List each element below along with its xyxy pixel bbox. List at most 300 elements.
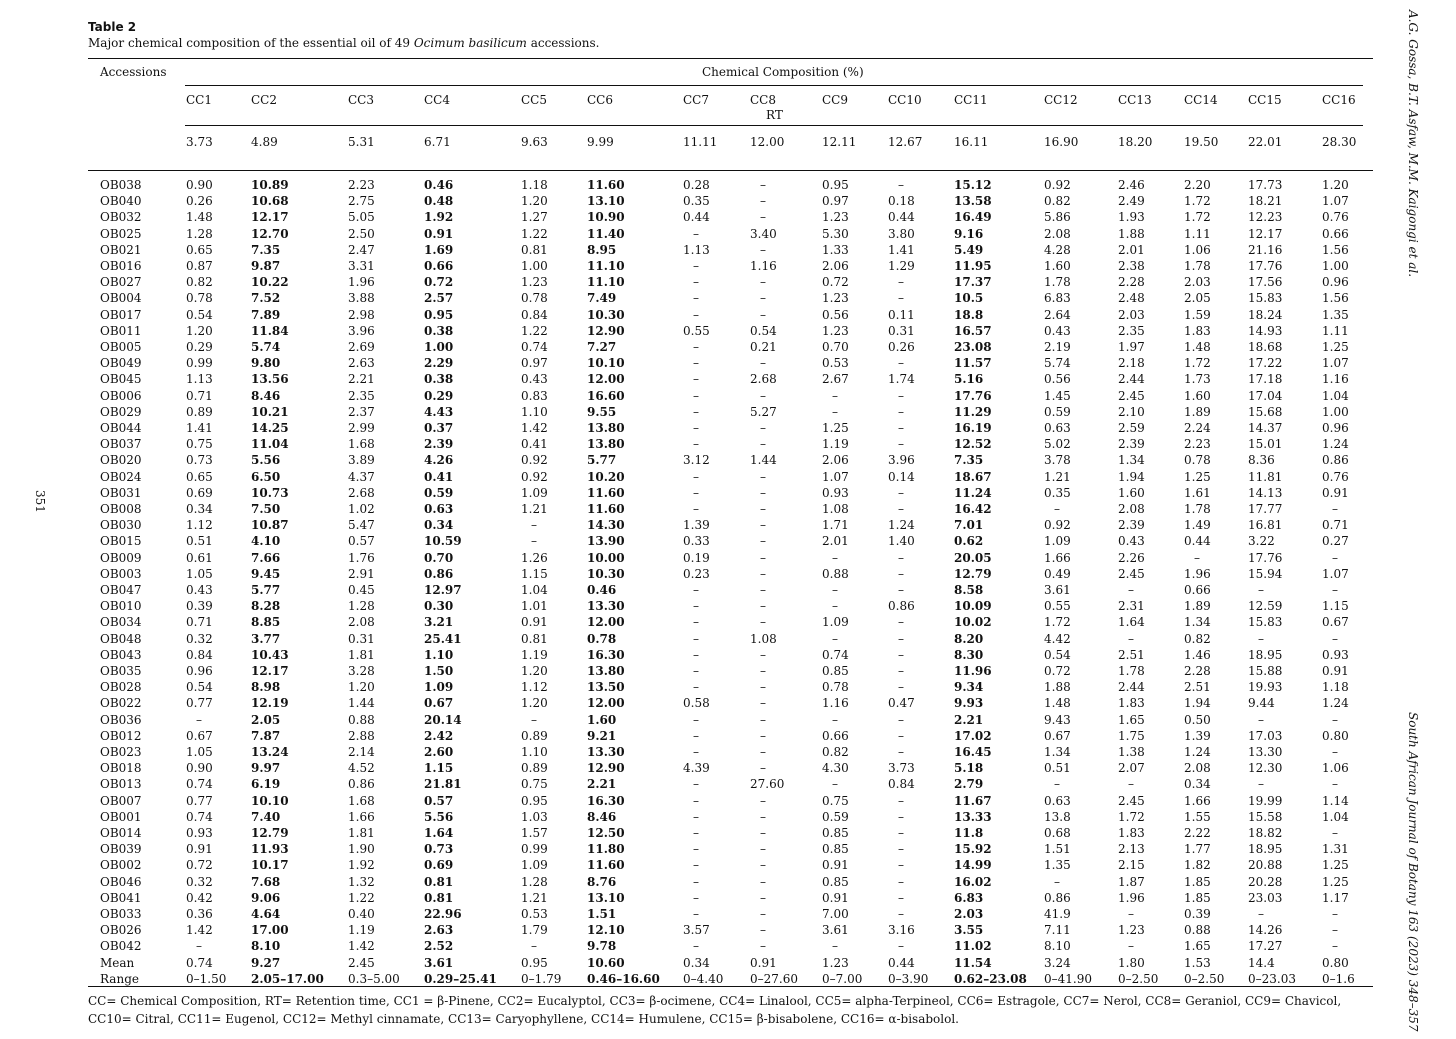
table-cell: 2.18: [1118, 356, 1145, 371]
table-cell: –: [693, 615, 699, 630]
table-cell: 14.13: [1248, 485, 1283, 500]
column-header-cc2: CC2: [251, 93, 277, 107]
table-cell: 2.45: [348, 955, 375, 970]
table-cell: 9.43: [1044, 712, 1071, 727]
table-cell: 23.08: [954, 340, 992, 354]
table-cell: 2.47: [348, 242, 375, 257]
table-cell: 0.91: [822, 858, 849, 873]
table-cell: 8.76: [587, 874, 617, 889]
table-cell: 0.93: [186, 826, 213, 840]
table-cell: 5.27: [750, 404, 777, 419]
table-cell: –: [1128, 939, 1134, 954]
table-cell: 2.49: [1118, 194, 1145, 209]
table-cell: 2.08: [348, 615, 375, 630]
table-cell: 1.25: [1322, 874, 1349, 889]
table-cell: 1.89: [1184, 599, 1211, 614]
table-cell: 0.85: [822, 874, 849, 889]
accessions-header: Accessions: [100, 65, 167, 79]
table-cell: 1.24: [1184, 745, 1211, 759]
table-cell: 3.28: [348, 664, 375, 678]
retention-time-2: 4.89: [251, 135, 278, 149]
table-cell: 1.83: [1118, 826, 1145, 840]
table-cell: 11.57: [954, 356, 992, 371]
table-cell: 14.25: [251, 421, 289, 435]
table-cell: 9.45: [251, 566, 281, 581]
table-cell: 1.12: [186, 518, 213, 533]
table-cell: 0.63: [1044, 421, 1071, 435]
row-label: OB046: [100, 874, 142, 889]
table-cell: 1.20: [521, 696, 548, 711]
table-cell: –: [693, 680, 699, 695]
table-cell: 1.00: [424, 340, 454, 354]
table-cell: 1.34: [1184, 615, 1211, 630]
table-cell: 3.57: [683, 923, 710, 938]
table-cell: 16.60: [587, 388, 625, 403]
table-cell: 0.29–25.41: [424, 971, 497, 986]
table-cell: 1.72: [1184, 194, 1211, 209]
table-cell: 0.62–23.08: [954, 971, 1027, 986]
table-cell: 1.07: [1322, 566, 1349, 581]
group-subrule: [185, 85, 1363, 86]
table-cell: 10.59: [424, 534, 462, 549]
row-label: OB017: [100, 307, 142, 322]
table-cell: –: [693, 858, 699, 873]
table-cell: 2.28: [1118, 275, 1145, 290]
table-footnote: CC= Chemical Composition, RT= Retention time, CC1 = β-Pinene, CC2= Eucalyptol, CC3= β-ocimene, CC4= Linalool, CC5= alpha-Terpineol, CC6= Estragole, CC7= Nerol, CC8= Geraniol, CC9= Chavicol, CC10= Citral, CC11= Eugenol, CC12= Methyl cinnamate, CC13= Caryophyllene, CC14= Humulene, CC15= β-bisabolene, CC16= α-bisabolol.: [88, 994, 1342, 1026]
table-cell: 20.14: [424, 712, 462, 727]
table-cell: 0.85: [822, 664, 849, 678]
table-cell: 0.59: [822, 809, 849, 824]
table-cell: 1.25: [1322, 340, 1349, 354]
table-cell: 1.25: [1184, 469, 1211, 484]
table-cell: 12.70: [251, 226, 289, 241]
table-cell: 1.73: [1184, 372, 1211, 387]
table-cell: 0.75: [822, 793, 849, 808]
table-cell: 8.85: [251, 615, 281, 630]
table-cell: –: [693, 388, 699, 403]
table-cell: 11.02: [954, 939, 992, 954]
table-label: Table 2: [88, 20, 137, 34]
table-cell: 3.61: [822, 923, 849, 938]
table-cell: 0.88: [822, 566, 849, 581]
table-cell: 0.75: [521, 777, 548, 792]
table-cell: 0.63: [1044, 793, 1071, 808]
table-cell: 2.21: [954, 712, 984, 727]
table-cell: 2.15: [1118, 858, 1145, 873]
table-cell: –: [693, 485, 699, 500]
table-cell: 11.29: [954, 404, 992, 419]
table-cell: 20.28: [1248, 874, 1283, 889]
table-cell: 1.18: [521, 178, 548, 192]
table-cell: 0.54: [1044, 647, 1071, 662]
table-cell: 1.29: [888, 259, 915, 273]
table-cell: 12.59: [1248, 599, 1283, 614]
table-cell: 5.77: [251, 583, 281, 597]
table-cell: 2.45: [1118, 793, 1145, 808]
table-cell: 9.55: [587, 404, 617, 419]
table-cell: 1.31: [1322, 842, 1349, 857]
table-cell: 11.60: [587, 502, 625, 516]
table-cell: 16.30: [587, 793, 625, 808]
table-cell: 10.21: [251, 404, 289, 419]
running-head-authors: A.G. Gossa, B.T. Asfaw, M.M. Kaigongi et al.: [1406, 10, 1420, 278]
table-cell: –: [760, 291, 766, 306]
table-cell: –: [760, 550, 766, 565]
table-cell: 4.30: [822, 761, 849, 776]
table-cell: 7.49: [587, 291, 617, 306]
table-cell: –: [531, 534, 537, 549]
table-cell: 0.43: [521, 372, 548, 387]
table-cell: –: [760, 485, 766, 500]
table-cell: –: [898, 809, 904, 824]
table-cell: 17.03: [1248, 728, 1283, 743]
table-cell: –: [693, 356, 699, 371]
table-cell: –: [832, 712, 838, 727]
table-cell: 11.40: [587, 226, 625, 241]
table-cell: 10.43: [251, 647, 289, 662]
table-cell: 5.16: [954, 372, 984, 387]
column-header-cc6: CC6: [587, 93, 613, 107]
table-cell: 1.81: [348, 826, 375, 840]
table-cell: 3.61: [424, 955, 454, 970]
table-cell: 0.46–16.60: [587, 971, 660, 986]
table-cell: 2.45: [1118, 388, 1145, 403]
table-cell: 1.22: [348, 890, 375, 905]
table-cell: 0.74: [521, 340, 548, 354]
table-cell: 1.17: [1322, 890, 1349, 905]
table-cell: 1.42: [348, 939, 375, 954]
table-cell: –: [760, 356, 766, 371]
table-cell: 10.30: [587, 307, 625, 322]
table-cell: 0.77: [186, 793, 213, 808]
table-cell: 7.35: [954, 453, 984, 468]
table-cell: 14.37: [1248, 421, 1283, 435]
table-cell: –: [693, 826, 699, 840]
row-label: OB028: [100, 680, 142, 695]
table-cell: 16.42: [954, 502, 992, 516]
table-cell: 0.71: [1322, 518, 1349, 533]
table-cell: 0.91: [1322, 485, 1349, 500]
table-cell: 11.04: [251, 437, 289, 452]
row-label: OB035: [100, 664, 142, 678]
table-cell: 0.49: [1044, 566, 1071, 581]
table-cell: 1.56: [1322, 242, 1349, 257]
table-cell: 12.17: [251, 210, 289, 225]
table-cell: –: [1258, 907, 1264, 921]
table-cell: 12.17: [1248, 226, 1283, 241]
table-cell: –: [898, 437, 904, 452]
row-label: OB005: [100, 340, 142, 354]
table-cell: 23.03: [1248, 890, 1283, 905]
table-cell: 1.20: [1322, 178, 1349, 192]
table-cell: 1.09: [822, 615, 849, 630]
row-label: OB048: [100, 631, 142, 646]
table-cell: 1.23: [822, 291, 849, 306]
row-label: OB021: [100, 242, 142, 257]
table-cell: 1.51: [1044, 842, 1071, 857]
table-cell: 0.76: [1322, 210, 1349, 225]
table-cell: 0.61: [186, 550, 213, 565]
table-cell: 1.00: [521, 259, 548, 273]
retention-time-6: 9.99: [587, 135, 614, 149]
table-cell: 10.5: [954, 291, 984, 306]
table-cell: –: [1332, 712, 1338, 727]
table-cell: 0.44: [888, 955, 915, 970]
table-cell: 1.49: [1184, 518, 1211, 533]
table-cell: 12.90: [587, 323, 625, 338]
table-cell: 5.05: [348, 210, 375, 225]
table-cell: 13.80: [587, 664, 625, 678]
table-cell: 10.02: [954, 615, 992, 630]
table-cell: 15.58: [1248, 809, 1283, 824]
table-cell: 2.24: [1184, 421, 1211, 435]
row-label: OB034: [100, 615, 142, 630]
table-cell: 0.21: [750, 340, 777, 354]
table-cell: 13.10: [587, 890, 625, 905]
table-cell: 1.97: [1118, 340, 1145, 354]
table-cell: 7.89: [251, 307, 281, 322]
table-cell: 18.8: [954, 307, 984, 322]
table-cell: 3.16: [888, 923, 915, 938]
table-cell: 2.20: [1184, 178, 1211, 192]
table-cell: 1.34: [1118, 453, 1145, 468]
table-cell: 16.57: [954, 323, 992, 338]
table-cell: 2.13: [1118, 842, 1145, 857]
table-cell: 2.44: [1118, 372, 1145, 387]
column-header-cc5: CC5: [521, 93, 547, 107]
table-cell: 2.42: [424, 728, 454, 743]
table-cell: 17.73: [1248, 178, 1283, 192]
table-cell: 1.60: [1118, 485, 1145, 500]
table-cell: –: [1258, 777, 1264, 792]
table-cell: 12.00: [587, 615, 625, 630]
table-cell: 1.72: [1044, 615, 1071, 630]
column-header-cc11: CC11: [954, 93, 988, 107]
table-cell: –: [760, 210, 766, 225]
table-cell: 8.95: [587, 242, 617, 257]
table-cell: 17.04: [1248, 388, 1283, 403]
table-cell: 6.19: [251, 777, 281, 792]
column-header-cc16: CC16: [1322, 93, 1356, 107]
table-cell: 9.06: [251, 890, 281, 905]
table-cell: 17.27: [1248, 939, 1283, 954]
table-cell: 15.88: [1248, 664, 1283, 678]
table-cell: 8.10: [251, 939, 281, 954]
row-label: OB033: [100, 907, 142, 921]
table-cell: 1.24: [1322, 437, 1349, 452]
table-cell: –: [1128, 907, 1134, 921]
table-cell: 2.39: [424, 437, 454, 452]
table-cell: –: [1258, 583, 1264, 597]
table-cell: 1.09: [1044, 534, 1071, 549]
table-cell: 2.79: [954, 777, 984, 792]
table-cell: 1.78: [1044, 275, 1071, 290]
table-cell: 1.23: [1118, 923, 1145, 938]
retention-time-9: 12.11: [822, 135, 857, 149]
table-cell: –: [898, 728, 904, 743]
table-cell: 0.39: [1184, 907, 1211, 921]
table-cell: 2.59: [1118, 421, 1145, 435]
table-cell: 1.16: [822, 696, 849, 711]
table-cell: 1.94: [1118, 469, 1145, 484]
table-cell: 12.97: [424, 583, 462, 597]
table-cell: 0.82: [1184, 631, 1211, 646]
table-cell: 1.79: [521, 923, 548, 938]
table-cell: 15.12: [954, 178, 992, 192]
table-cell: 13.56: [251, 372, 289, 387]
table-cell: 3.24: [1044, 955, 1071, 970]
table-cell: 0.37: [424, 421, 454, 435]
table-cell: 0.31: [888, 323, 915, 338]
table-cell: 13.90: [587, 534, 625, 549]
table-cell: 0.57: [424, 793, 454, 808]
running-head-journal: South African Journal of Botany 163 (2023) 348–357: [1406, 712, 1420, 1032]
table-cell: 2.07: [1118, 761, 1145, 776]
table-cell: 0.87: [186, 259, 213, 273]
table-cell: 1.19: [521, 647, 548, 662]
table-cell: 1.50: [424, 664, 454, 678]
table-cell: 0.46: [587, 583, 617, 597]
table-cell: 2.08: [1184, 761, 1211, 776]
table-cell: 1.78: [1184, 502, 1211, 516]
table-cell: 0.86: [424, 566, 454, 581]
table-cell: 3.96: [888, 453, 915, 468]
table-cell: 20.88: [1248, 858, 1283, 873]
row-label: OB040: [100, 194, 142, 209]
table-cell: 0–23.03: [1248, 971, 1296, 986]
table-cell: 1.00: [1322, 259, 1349, 273]
table-cell: 0.68: [1044, 826, 1071, 840]
table-cell: –: [760, 842, 766, 857]
table-cell: 2.50: [348, 226, 375, 241]
table-cell: 0.28: [683, 178, 710, 192]
table-cell: 8.28: [251, 599, 281, 614]
row-label: OB006: [100, 388, 142, 403]
table-cell: 1.57: [521, 826, 548, 840]
table-cell: 2.05–17.00: [251, 971, 324, 986]
table-cell: 1.76: [348, 550, 375, 565]
table-cell: 1.60: [1184, 388, 1211, 403]
table-cell: 1.11: [1322, 323, 1349, 338]
table-cell: –: [898, 631, 904, 646]
table-cell: –: [898, 907, 904, 921]
row-label: OB014: [100, 826, 142, 840]
table-cell: 1.87: [1118, 874, 1145, 889]
table-cell: 0.96: [186, 664, 213, 678]
row-label: OB023: [100, 745, 142, 759]
page-number: 351: [33, 490, 47, 513]
table-cell: 1.04: [1322, 809, 1349, 824]
table-cell: 2.46: [1118, 178, 1145, 192]
table-cell: –: [1258, 712, 1264, 727]
column-header-cc7: CC7: [683, 93, 709, 107]
table-cell: 0.95: [521, 955, 548, 970]
table-cell: 2.37: [348, 404, 375, 419]
table-cell: 0–41.90: [1044, 971, 1092, 986]
table-cell: –: [693, 728, 699, 743]
table-cell: 0.41: [521, 437, 548, 452]
table-cell: –: [760, 712, 766, 727]
table-cell: 1.20: [521, 194, 548, 209]
table-cell: 0.89: [521, 761, 548, 776]
table-cell: –: [1054, 777, 1060, 792]
table-cell: 0.72: [822, 275, 849, 290]
table-cell: 0.14: [888, 469, 915, 484]
table-cell: 2.08: [1044, 226, 1071, 241]
table-cell: –: [693, 907, 699, 921]
table-cell: 0.96: [1322, 275, 1349, 290]
table-cell: 0.92: [521, 453, 548, 468]
table-cell: 13.8: [1044, 809, 1071, 824]
table-cell: 1.24: [888, 518, 915, 533]
table-cell: –: [693, 437, 699, 452]
table-cell: 0–2.50: [1118, 971, 1159, 986]
table-cell: 14.30: [587, 518, 625, 533]
table-cell: 5.49: [954, 242, 984, 257]
table-cell: 0.62: [954, 534, 984, 549]
retention-time-10: 12.67: [888, 135, 923, 149]
header-bottom-rule: [88, 170, 1373, 171]
table-cell: 0.84: [186, 647, 213, 662]
table-cell: 0.99: [186, 356, 213, 371]
table-cell: –: [832, 599, 838, 614]
table-cell: 1.04: [521, 583, 548, 597]
table-cell: –: [898, 615, 904, 630]
table-cell: 0.66: [424, 259, 454, 273]
table-cell: –: [898, 388, 904, 403]
table-cell: –: [760, 874, 766, 889]
table-cell: 1.15: [424, 761, 454, 776]
table-cell: –: [693, 874, 699, 889]
table-cell: 1.78: [1118, 664, 1145, 678]
table-cell: –: [898, 712, 904, 727]
table-cell: –: [760, 194, 766, 209]
table-cell: 0.71: [186, 388, 213, 403]
table-cell: –: [760, 615, 766, 630]
table-cell: 7.87: [251, 728, 281, 743]
table-cell: 11.60: [587, 485, 625, 500]
table-cell: 9.93: [954, 696, 984, 711]
retention-time-7: 11.11: [683, 135, 718, 149]
table-cell: –: [760, 178, 766, 192]
table-cell: –: [898, 680, 904, 695]
table-cell: 0.33: [683, 534, 710, 549]
table-cell: 1.68: [348, 793, 375, 808]
table-cell: –: [693, 793, 699, 808]
table-cell: –: [196, 712, 202, 727]
retention-time-12: 16.90: [1044, 135, 1079, 149]
row-label: OB044: [100, 421, 142, 435]
table-cell: 2.21: [587, 777, 617, 792]
table-cell: 0.27: [1322, 534, 1349, 549]
table-cell: 5.74: [251, 340, 281, 354]
table-cell: 25.41: [424, 631, 462, 646]
table-cell: 4.39: [683, 761, 710, 776]
table-cell: 0.65: [186, 242, 213, 257]
table-cell: 3.55: [954, 923, 984, 938]
table-cell: 5.56: [251, 453, 281, 468]
row-label: OB022: [100, 696, 142, 711]
table-cell: 1.59: [1184, 307, 1211, 322]
table-cell: 1.96: [348, 275, 375, 290]
table-cell: 0.95: [822, 178, 849, 192]
table-cell: 0.78: [521, 291, 548, 306]
table-cell: 0.90: [186, 761, 213, 776]
table-cell: –: [1332, 583, 1338, 597]
table-cell: 17.18: [1248, 372, 1283, 387]
table-cell: 11.67: [954, 793, 992, 808]
table-cell: 0–1.50: [186, 971, 227, 986]
